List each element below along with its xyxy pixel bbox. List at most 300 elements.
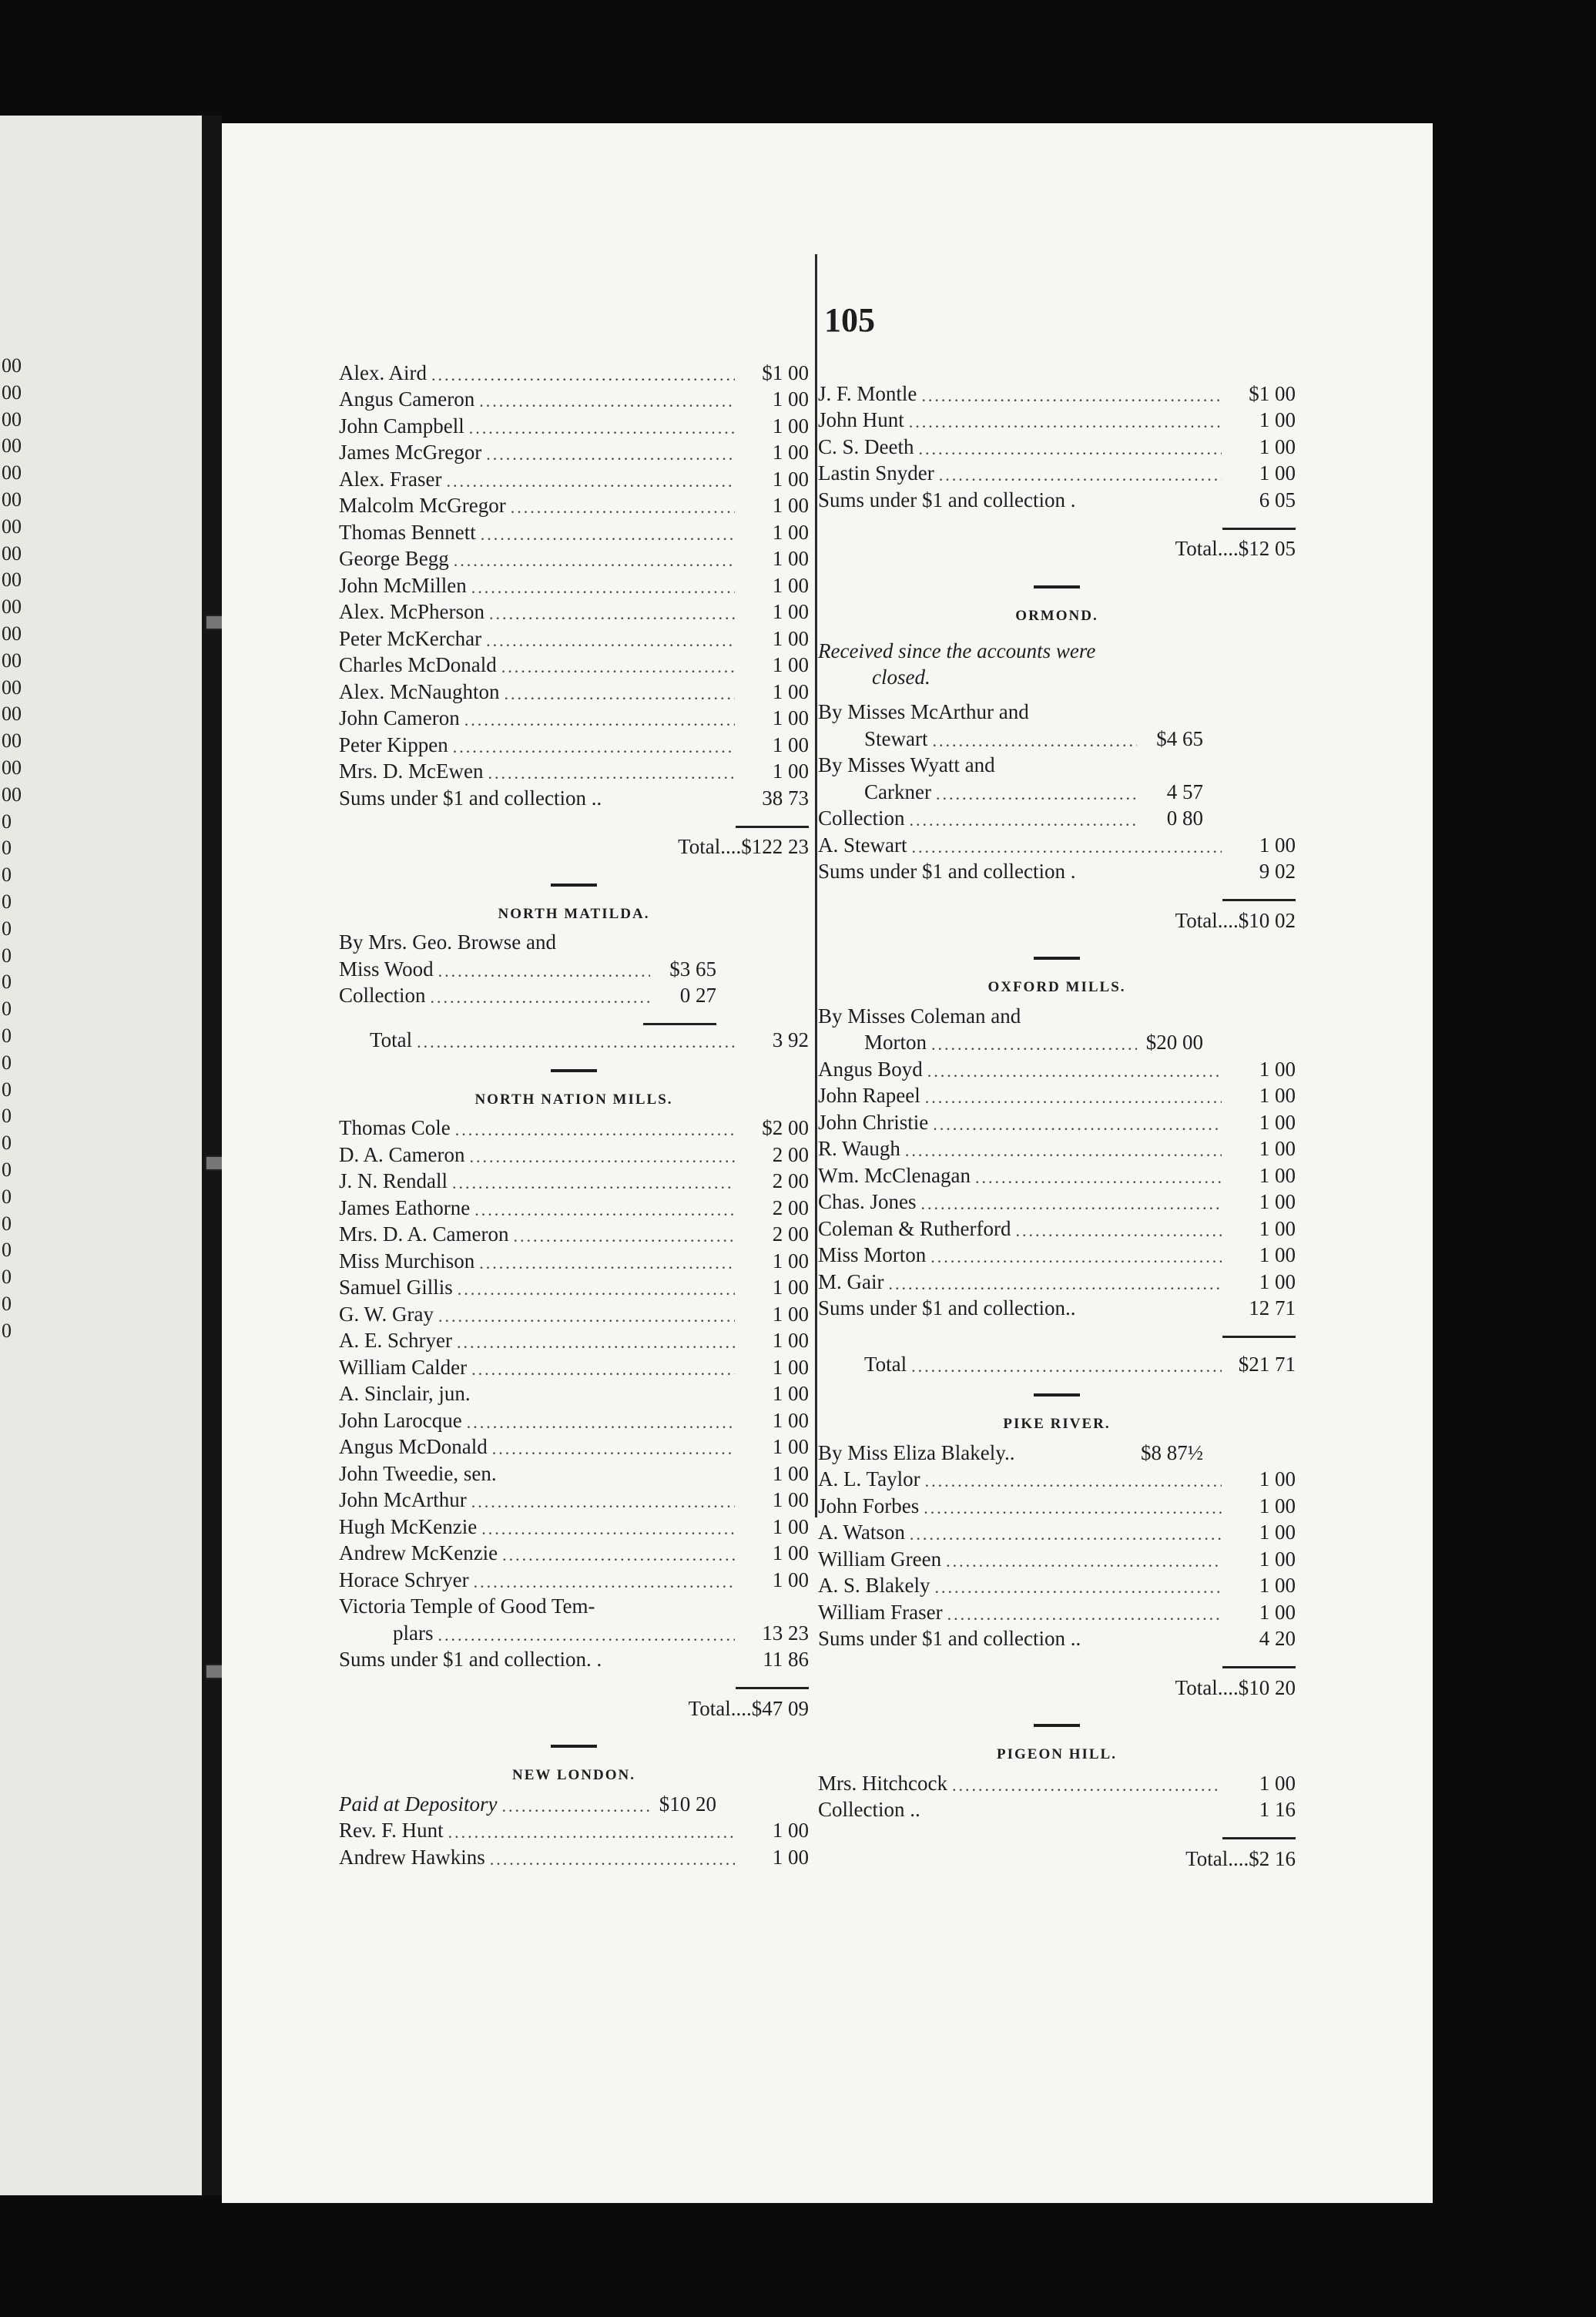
entry-row	[339, 1512, 809, 1539]
entry-row	[339, 783, 809, 810]
entry-row	[818, 1491, 1296, 1518]
entry-row	[339, 1565, 809, 1592]
entry-row	[339, 677, 809, 704]
section-divider	[1034, 1393, 1080, 1397]
entry-amount: 6 05	[1259, 488, 1296, 511]
right-total	[818, 530, 1296, 568]
entry-name: James McGregor	[339, 441, 482, 464]
facing-page-digit: 00	[2, 595, 22, 619]
entry-row	[818, 1055, 1296, 1081]
leader-dots	[481, 1519, 735, 1539]
entry-row	[339, 438, 809, 465]
entry-name: Wm. McClenagan	[818, 1163, 971, 1187]
facing-page-digit: 0	[2, 1292, 12, 1315]
entry-row	[818, 1769, 1296, 1796]
pike-river-by-label: By Miss Eliza Blakely..	[818, 1440, 1015, 1464]
section-divider	[551, 1745, 597, 1748]
victoria-temple-line1	[339, 1592, 809, 1619]
entry-row	[339, 1486, 809, 1513]
ormond-sums-label: Sums under $1 and collection .	[818, 860, 1076, 883]
entry-name: Malcolm McGregor	[339, 494, 506, 517]
ormond-stewart-amount: 1 00	[1259, 833, 1296, 857]
entry-amount: 1 00	[772, 600, 809, 623]
victoria-temple-text: Victoria Temple of Good Tem-	[339, 1594, 595, 1618]
entry-amount: 1 00	[772, 1488, 809, 1511]
new-london-entries	[339, 1816, 809, 1869]
entry-name: John Cameron	[339, 706, 460, 729]
leader-dots	[438, 1625, 735, 1645]
facing-page-digit: 0	[2, 1051, 12, 1074]
leader-dots	[481, 525, 735, 545]
facing-page-digit: 0	[2, 1078, 12, 1101]
entry-row	[818, 1161, 1296, 1188]
total-label: Total	[864, 1353, 907, 1376]
entry-row	[818, 1081, 1296, 1108]
leader-dots	[471, 1360, 735, 1380]
ormond-collection-row	[818, 804, 1296, 831]
entry-row	[339, 385, 809, 412]
victoria-temple-text2: plars	[393, 1621, 434, 1645]
leader-dots	[471, 578, 735, 598]
left-total	[339, 828, 809, 867]
facing-page-digit: 0	[2, 863, 12, 887]
right-total-text: Total....$12 05	[1175, 537, 1296, 560]
entry-name: Angus McDonald	[339, 1435, 488, 1458]
north-matilda-title: NORTH MATILDA.	[498, 905, 650, 922]
entry-name: A. Sinclair, jun.	[339, 1382, 471, 1405]
entry-amount: 1 00	[1259, 434, 1296, 458]
entry-name: James Eathorne	[339, 1195, 471, 1219]
entry-row	[818, 1267, 1296, 1294]
north-nation-mills-title: NORTH NATION MILLS.	[474, 1091, 673, 1108]
pigeon-hill-total	[818, 1839, 1296, 1878]
entry-amount: 1 00	[1259, 1190, 1296, 1213]
entry-name: R. Waugh	[818, 1137, 900, 1160]
entry-row	[339, 1140, 809, 1167]
paid-at-depository-label: Paid at Depository	[339, 1792, 498, 1816]
entry-amount: 1 00	[1259, 1600, 1296, 1624]
section-divider	[551, 884, 597, 887]
leader-dots	[504, 684, 735, 704]
entry-name: Mrs. Hitchcock	[818, 1771, 947, 1795]
ormond-note	[818, 630, 1296, 698]
leader-dots	[511, 498, 735, 518]
ormond-collection-amount: 0 80	[1166, 806, 1203, 830]
ormond-by2-line2	[818, 777, 1296, 804]
entry-name: Angus Boyd	[818, 1057, 923, 1081]
oxford-by-text2: Morton	[864, 1031, 927, 1054]
facing-page-digit: 00	[2, 434, 22, 458]
entry-row	[339, 571, 809, 598]
leader-dots	[911, 837, 1222, 857]
leader-dots	[975, 1168, 1222, 1188]
entry-name: Sums under $1 and collection ..	[339, 786, 602, 810]
leader-dots	[909, 810, 1137, 830]
entry-amount: 2 00	[772, 1142, 809, 1166]
entry-amount: 1 00	[772, 1355, 809, 1379]
leader-dots	[927, 1061, 1222, 1081]
facing-page-digit: 00	[2, 676, 22, 699]
leader-dots	[939, 465, 1222, 485]
facing-page-edge	[0, 116, 202, 2195]
leader-dots	[446, 471, 735, 491]
entry-amount: 1 00	[772, 387, 809, 411]
entry-amount: $2 00	[762, 1116, 809, 1139]
entry-amount: 1 00	[1259, 1269, 1296, 1293]
entry-row	[818, 1571, 1296, 1598]
facing-page-digit: 0	[2, 971, 12, 994]
ormond-by1-line2	[818, 724, 1296, 751]
total-amount: $21 71	[1238, 1353, 1296, 1376]
north-matilda-entries	[339, 954, 809, 1008]
ormond-title: ORMOND.	[1015, 607, 1098, 624]
leader-dots	[490, 1849, 735, 1869]
new-london-title: NEW LONDON.	[512, 1767, 635, 1783]
north-matilda-line1	[339, 928, 809, 955]
entry-amount: 1 00	[1259, 408, 1296, 431]
entry-amount: 38 73	[762, 786, 809, 810]
pike-river-by-row	[818, 1438, 1296, 1465]
ormond-by1-line1	[818, 698, 1296, 725]
entry-name: William Fraser	[818, 1600, 943, 1624]
nnm-sums-row	[339, 1645, 809, 1672]
oxford-mills-entries	[818, 1055, 1296, 1320]
ormond-note-line1: Received since the accounts were	[818, 639, 1096, 662]
entry-name: John McMillen	[339, 573, 467, 597]
nnm-sums-label: Sums under $1 and collection. .	[339, 1648, 602, 1671]
north-matilda-total	[339, 1025, 809, 1052]
entry-row	[339, 1406, 809, 1433]
entry-row	[818, 1544, 1296, 1571]
oxford-by-amount: $20 00	[1145, 1031, 1203, 1054]
entry-row	[818, 1465, 1296, 1492]
entry-row	[339, 598, 809, 625]
entry-name: Andrew McKenzie	[339, 1541, 498, 1564]
entry-name: Alex. McPherson	[339, 600, 484, 623]
ormond-collection-label: Collection	[818, 806, 905, 830]
facing-page-digit: 00	[2, 649, 22, 672]
leader-dots	[932, 731, 1137, 751]
entry-name: D. A. Cameron	[339, 1142, 465, 1166]
entry-row	[818, 1518, 1296, 1545]
facing-page-digits	[0, 353, 22, 1344]
pigeon-hill-title: PIGEON HILL.	[997, 1746, 1117, 1762]
leader-dots	[479, 1253, 735, 1273]
entry-amount: 1 00	[1259, 1494, 1296, 1517]
entry-row	[339, 954, 809, 981]
leader-dots	[909, 412, 1222, 432]
entry-name: John Tweedie, sen.	[339, 1461, 497, 1485]
entry-amount: 1 00	[772, 1541, 809, 1564]
facing-page-digit: 0	[2, 1105, 12, 1128]
entry-row	[818, 406, 1296, 433]
entry-row	[339, 1246, 809, 1273]
ormond-by2-text: By Misses Wyatt and	[818, 753, 995, 776]
leader-dots	[431, 365, 735, 385]
entry-amount: 1 00	[772, 1302, 809, 1326]
entry-row	[339, 358, 809, 385]
left-total-text: Total....$122 23	[678, 835, 809, 858]
entry-name: C. S. Deeth	[818, 434, 914, 458]
entry-amount: 1 00	[772, 1435, 809, 1458]
facing-page-digit: 0	[2, 944, 12, 967]
ormond-by2-amount: 4 57	[1166, 780, 1203, 803]
facing-page-digit: 0	[2, 1239, 12, 1262]
entry-row	[339, 730, 809, 757]
leader-dots	[501, 1796, 650, 1816]
leader-dots	[931, 1034, 1137, 1055]
entry-row	[818, 459, 1296, 486]
facing-page-digit: 00	[2, 622, 22, 645]
nnm-total	[339, 1689, 809, 1728]
entry-name: Lastin Snyder	[818, 461, 934, 485]
entry-amount: 1 16	[1259, 1798, 1296, 1821]
facing-page-digit: 0	[2, 1212, 12, 1235]
entry-amount: 1 00	[1259, 461, 1296, 485]
entry-name: Rev. F. Hunt	[339, 1819, 444, 1842]
entry-amount: 1 00	[1259, 1084, 1296, 1107]
facing-page-digit: 0	[2, 837, 12, 860]
entry-amount: $3 65	[669, 957, 716, 981]
entry-name: Coleman & Rutherford	[818, 1216, 1011, 1240]
entry-name: John Christie	[818, 1110, 929, 1134]
entry-row	[818, 485, 1296, 512]
section-divider	[1034, 585, 1080, 588]
entry-row	[818, 1625, 1296, 1651]
entry-row	[339, 981, 809, 1008]
entry-amount: 1 00	[772, 441, 809, 464]
entry-name: M. Gair	[818, 1269, 884, 1293]
facing-page-digit: 00	[2, 354, 22, 377]
facing-page-digit: 0	[2, 1319, 12, 1342]
section-divider	[1034, 957, 1080, 960]
ormond-note-line2: closed.	[872, 665, 930, 689]
entry-name: John Hunt	[818, 408, 904, 431]
leader-dots	[513, 1226, 735, 1246]
paid-at-depository-amount: $10 20	[659, 1792, 716, 1816]
leader-dots	[502, 1545, 735, 1565]
victoria-temple-line2	[339, 1618, 809, 1645]
leader-dots	[464, 710, 735, 730]
entry-amount: 1 00	[772, 1845, 809, 1869]
ormond-stewart-row	[818, 830, 1296, 857]
oxford-by-line1	[818, 1001, 1296, 1028]
leader-dots	[921, 386, 1222, 406]
entry-name: William Green	[818, 1547, 942, 1571]
facing-page-digit: 0	[2, 1266, 12, 1289]
pike-river-entries	[818, 1465, 1296, 1651]
ormond-by2-line1	[818, 751, 1296, 778]
leader-dots	[469, 418, 735, 438]
leader-dots	[448, 1822, 735, 1843]
leader-dots	[911, 1356, 1222, 1376]
entry-row	[339, 1326, 809, 1353]
entry-name: Chas. Jones	[818, 1190, 917, 1213]
entry-amount: 1 00	[772, 1276, 809, 1299]
entry-row	[818, 1796, 1296, 1822]
ormond-by1-text: By Misses McArthur and	[818, 700, 1029, 723]
page-number: 105	[824, 301, 875, 339]
entry-amount: 12 71	[1249, 1296, 1296, 1319]
nnm-sums-amount: 11 86	[763, 1648, 809, 1671]
entry-row	[339, 1220, 809, 1247]
facing-page-digit: 00	[2, 568, 22, 592]
leader-dots	[952, 1775, 1222, 1796]
entry-amount: 4 20	[1259, 1627, 1296, 1650]
leader-dots	[430, 987, 650, 1008]
entry-amount: 1 00	[772, 467, 809, 491]
entry-name: Thomas Bennett	[339, 520, 476, 544]
leader-dots	[930, 1247, 1222, 1267]
entry-name: William Calder	[339, 1355, 468, 1379]
section-divider	[1034, 1724, 1080, 1727]
entry-amount: 1 00	[1259, 1521, 1296, 1544]
facing-page-digit: 0	[2, 1132, 12, 1155]
facing-page-digit: 0	[2, 998, 12, 1021]
entry-row	[818, 1214, 1296, 1241]
ormond-by1-text2: Stewart	[864, 726, 928, 750]
entry-name: Andrew Hawkins	[339, 1845, 485, 1869]
facing-page-digit: 0	[2, 810, 12, 833]
entry-amount: $1 00	[762, 360, 809, 384]
leader-dots	[452, 1173, 735, 1193]
pike-river-title: PIKE RIVER.	[1003, 1416, 1111, 1432]
entry-amount: 1 00	[1259, 1243, 1296, 1266]
entry-row	[339, 1167, 809, 1194]
entry-row	[339, 1816, 809, 1843]
entry-name: Horace Schryer	[339, 1568, 469, 1591]
leader-dots	[492, 1439, 735, 1459]
leader-dots	[1015, 1221, 1222, 1241]
leader-dots	[454, 551, 735, 571]
facing-page-digit: 00	[2, 783, 22, 806]
entry-row	[818, 1135, 1296, 1162]
entry-amount: 1 00	[1259, 1547, 1296, 1571]
entry-amount: 1 00	[772, 706, 809, 729]
entry-name: Hugh McKenzie	[339, 1514, 478, 1538]
entry-amount: 2 00	[772, 1169, 809, 1192]
oxford-mills-title: OXFORD MILLS.	[987, 979, 1126, 995]
facing-page-digit: 00	[2, 542, 22, 565]
oxford-by-line2	[818, 1028, 1296, 1055]
entry-name: John Campbell	[339, 414, 464, 438]
entry-row	[339, 651, 809, 678]
entry-name: Miss Murchison	[339, 1249, 475, 1273]
entry-row	[339, 1380, 809, 1407]
entry-name: Alex. Fraser	[339, 467, 442, 491]
entry-amount: 1 00	[772, 679, 809, 703]
pigeon-hill-total-text: Total....$2 16	[1185, 1846, 1296, 1870]
entry-amount: 1 00	[772, 1568, 809, 1591]
oxford-total	[818, 1338, 1296, 1376]
leader-dots	[489, 604, 735, 624]
entry-amount: 1 00	[772, 1249, 809, 1273]
leader-dots	[946, 1551, 1222, 1571]
entry-name: Miss Wood	[339, 957, 434, 981]
leader-dots	[438, 1306, 735, 1326]
entry-row	[818, 1241, 1296, 1268]
entry-name: J. F. Montle	[818, 381, 917, 405]
entry-amount: 1 00	[1259, 1467, 1296, 1490]
book-spine	[202, 116, 222, 2195]
entry-name: Collection ..	[818, 1798, 920, 1821]
entry-amount: 2 00	[772, 1195, 809, 1219]
entry-amount: 1 00	[772, 626, 809, 650]
entry-row	[339, 545, 809, 572]
facing-page-digit: 00	[2, 756, 22, 779]
entry-amount: 1 00	[772, 1514, 809, 1538]
entry-name: Peter McKerchar	[339, 626, 482, 650]
ormond-sums-amount: 9 02	[1259, 860, 1296, 883]
entry-amount: 1 00	[772, 414, 809, 438]
entry-name: A. S. Blakely	[818, 1574, 930, 1597]
entry-row	[339, 704, 809, 731]
leader-dots	[925, 1471, 1222, 1491]
entry-row	[339, 1843, 809, 1869]
left-column	[339, 358, 809, 1869]
section-divider	[551, 1069, 597, 1072]
facing-page-digit: 0	[2, 1024, 12, 1047]
leader-dots	[486, 444, 735, 464]
entry-name: John McArthur	[339, 1488, 467, 1511]
entry-name: George Begg	[339, 547, 449, 570]
entry-amount: 1 00	[772, 573, 809, 597]
entry-amount: 2 00	[772, 1222, 809, 1246]
entry-name: Sums under $1 and collection ..	[818, 1627, 1081, 1650]
entry-amount: 1 00	[772, 759, 809, 783]
entry-amount: 1 00	[772, 494, 809, 517]
entry-row	[339, 518, 809, 545]
leader-dots	[479, 391, 735, 411]
leader-dots	[935, 1578, 1222, 1598]
entry-name: Sums under $1 and collection .	[818, 488, 1076, 511]
entry-amount: 1 00	[1259, 1137, 1296, 1160]
leader-dots	[924, 1498, 1222, 1518]
entry-amount: 1 00	[1259, 1574, 1296, 1597]
entry-amount: 1 00	[1259, 1057, 1296, 1081]
right-entries-list	[818, 379, 1296, 512]
entry-name: Mrs. D. A. Cameron	[339, 1222, 509, 1246]
entry-name: John Larocque	[339, 1408, 462, 1432]
entry-row	[339, 1433, 809, 1460]
entry-amount: 1 00	[1259, 1163, 1296, 1187]
ormond-total-text: Total....$10 02	[1175, 908, 1296, 932]
entry-amount: 1 00	[772, 1408, 809, 1432]
leader-dots	[921, 1194, 1222, 1214]
leader-dots	[457, 1333, 735, 1353]
new-london-paid-row	[339, 1789, 809, 1816]
entry-row	[339, 1353, 809, 1380]
pike-river-total-text: Total....$10 20	[1175, 1675, 1296, 1699]
right-column	[818, 379, 1296, 1878]
entry-row	[339, 464, 809, 491]
leader-dots	[933, 1115, 1222, 1135]
ormond-by1-amount: $4 65	[1156, 726, 1203, 750]
facing-page-digit: 0	[2, 890, 12, 913]
ormond-by2-text2: Carkner	[864, 780, 931, 803]
leader-dots	[417, 1032, 735, 1052]
entry-name: Samuel Gillis	[339, 1276, 453, 1299]
leader-dots	[919, 439, 1222, 459]
entry-amount: 1 00	[772, 653, 809, 676]
pigeon-hill-entries	[818, 1769, 1296, 1822]
facing-page-digit: 00	[2, 488, 22, 511]
leader-dots	[486, 631, 735, 651]
entry-amount: 1 00	[772, 1461, 809, 1485]
entry-row	[339, 757, 809, 784]
column-divider	[815, 254, 817, 1517]
entry-row	[339, 411, 809, 438]
